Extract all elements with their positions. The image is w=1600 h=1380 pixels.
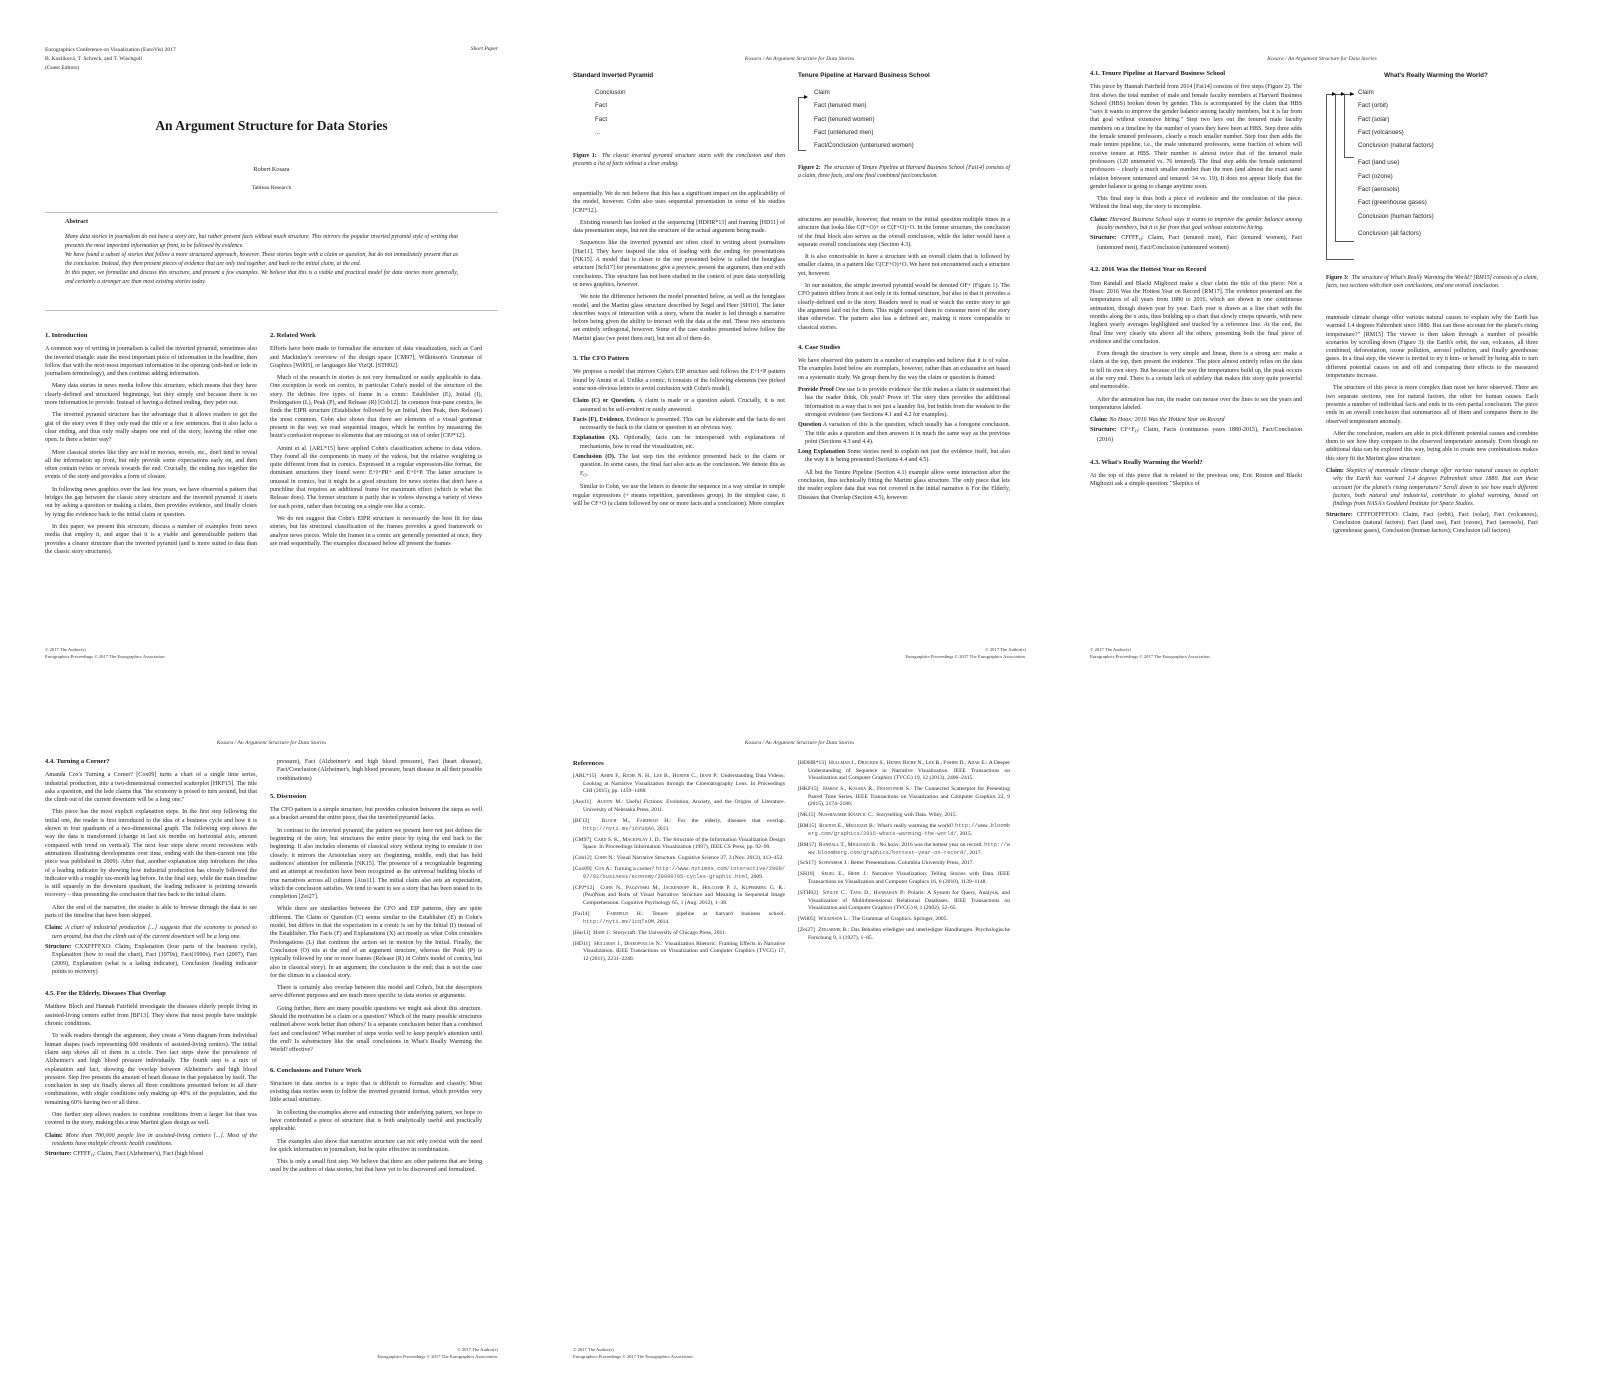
ref-text: Better Presentations. Columbia University Press, 2017. xyxy=(850,860,974,867)
structure-code: CFFFF xyxy=(1121,235,1139,242)
section-heading: 3. The CFO Pattern xyxy=(573,355,629,363)
ref-key: [CM97] xyxy=(573,836,592,843)
running-head: Kosara / An Argument Structure for Data Stories xyxy=(1267,56,1377,62)
figure-title: What's Really Warming the World? xyxy=(1384,72,1488,79)
arrow-icon xyxy=(1350,92,1354,96)
figure-1 xyxy=(573,72,785,139)
ref-key: [Zei27] xyxy=(798,927,815,934)
definition: Evidence is presented. This can be elaborate and the facts do not necessarily tie back to the claim or question in an obvious way. xyxy=(580,416,786,432)
ref-key: [ARL*15] xyxy=(573,773,597,780)
paragraph: This final step is thus both a piece of evidence and the conclusion of the piece. Without the final step, the story is incomplete. xyxy=(1090,196,1302,211)
definition-claim xyxy=(573,397,785,414)
reference-item xyxy=(573,930,785,938)
paragraph: The inverted pyramid structure has the advantage that it allows readers to get the gist of the story even if they only read the title or a few sentences. But it also lacks a clear ending, and thus only really shapes one end of the story, leaving the other one open. Is there a better way? xyxy=(45,412,257,444)
paragraph: This piece has the most explicit explanation steps. In the first step following the initial one, the reader is first introduced to the idea of a business cycle and how it is shown in four quadrants of a two-dimensional graph. The following step shows the way the data is transformed (change in last six months on horizontal axis, amount compared with trend on vertical). The next four steps show recent recessions with animations illustrating developments over time, ending with the then-current one (the piece was published in 2009). After that, another explanation step introduces the idea of a leading indicator by showing how industrial production has closely followed the indicator with a roughly six-month lag before. In the final step, while the main timeline is still squarely in the downturn quadrant, the leading indicator is pointing towards recovery – thus presenting the conclusion that ties back to the initial claim. xyxy=(45,809,257,899)
reference-item xyxy=(573,799,785,814)
paragraph: It is also conceivable to have a structure with an overall claim that is followed by smaller claims, in a pattern like C(CF+O)+O. We have not encountered such a structure yet, however. xyxy=(798,254,1010,277)
ref-text: The Connected Scatterplot for Presenting Paired Time Series. IEEE Transactions on Visualization and Computer Graphics 22, 9 (2015), 2174–2186. xyxy=(808,786,1010,808)
claim-text: Skeptics of manmade climate change offer various natural causes to explain why the Earth has warmed 1.4 degrees Fahrenheit since 1880. But can these account for the planet's rising temperature? Scroll down to see how much different factors, both natural and industrial, contribute to global warming, based on findings from NASA's Goddard Institute for Space Studies. xyxy=(1333,468,1538,508)
paragraph: Structure in data stories is a topic that is difficult to formalize and classify. Most existing data stories seem to follow the inverted pyramid format, which provides very little actual structure. xyxy=(270,1080,482,1104)
ref-key: [Wil05] xyxy=(798,916,816,923)
divider xyxy=(45,310,498,311)
structure-code: CFFFF xyxy=(73,1151,91,1158)
arrow-icon xyxy=(1341,92,1345,96)
paragraph: Sequences like the inverted pyramid are often cited in writing about journalism [Har11]. They have inspired the idea of leading with the ending for presentations [NK15]. A model that is closer to the one presented below is called the hourglass structure [Sch17] for presentations: give a preview, present the argument, then end with conclusions. This structure has not been studied in the context of pure data storytelling or news graphics, however. xyxy=(573,240,785,288)
ref-key: [Cox09] xyxy=(573,866,592,873)
ref-key: [BF13] xyxy=(573,818,590,825)
subscript: O xyxy=(1138,236,1142,242)
paragraph: Much of the research in stories is not very formalized or easily applicable to data. One exception is work on comics, in particular Cohn's model of the structure of the story. He defines five types of frame in a comic: Establisher (E), Initial (I), Prolongation (L), Peak (P), and Release (R) [Coh12]. In common four-pane comics, he finds the EIPR structure (Establisher followed by an Initial, then Peak, then Release) the most common. Cohn also shows that there are elements of a visual grammar present in the way we read sequential images, which he verifies by measuring the brain's confusion response to elements that are missing or out of order [CPJ*12]. xyxy=(270,375,482,440)
reference-item xyxy=(573,941,785,964)
figure-item: Fact (aerosols) xyxy=(1358,186,1400,194)
section-heading: 4.1. Tenure Pipeline at Harvard Business School xyxy=(1090,70,1226,77)
paragraph: One further step allows readers to combine conditions from a larger list than was covered in the story, making this a true Martini glass design as well. xyxy=(45,1111,257,1127)
column-left xyxy=(1090,70,1302,492)
paper-title: An Argument Structure for Data Stories xyxy=(155,118,388,133)
structure xyxy=(45,943,257,976)
ref-authors: Stolte C., Tang D., Hanrahan P.: xyxy=(822,890,906,897)
reference-item xyxy=(798,823,1010,838)
term: Claim (C) or Question. xyxy=(573,398,636,405)
definition: The last step ties the evidence presented back to the claim or question. In some cases, the final fact also acts as the conclusion. We denote this as F xyxy=(580,454,785,477)
page-4 xyxy=(0,720,520,1380)
author: Robert Kosara xyxy=(253,166,290,173)
claim-text: Harvard Business School says it wants to improve the gender balance among faculty members, but it is far from that goal without extensive hiring. xyxy=(1097,216,1302,232)
claim-text: More than 700,000 people live in assisted-living centers [...]. Most of the residents have multiple chronic health conditions. xyxy=(52,1132,257,1147)
ref-authors: Schwabish J.: xyxy=(818,860,850,867)
paragraph: Existing research has looked at the sequencing [HDHR*13] and framing [HD11] of data presentation steps, but not the structure of the actual argument being made. xyxy=(573,219,785,235)
paragraph: After the end of the narrative, the reader is able to browse through the data to see parts of the timeline that have been skipped. xyxy=(45,904,257,920)
ref-authors: Haroz S., Kosara R., Franconeri S.: xyxy=(823,786,912,793)
caption-label: Figure 2: xyxy=(798,165,821,171)
ref-authors: Cohn N., Paczynski M., Jackendoff R., Holcomb P. J., Kuperberg G. R.: xyxy=(600,884,786,891)
section-heading: 5. Discussion xyxy=(270,792,307,800)
paragraph: After the conclusion, readers are able to pick different potential causes and combine them to see how they compare to the observed temperature anomaly. Even though no additional data can be explored this way, being able to create new combinations makes this story fit the Martini glass structure. xyxy=(1326,430,1538,462)
reference-item xyxy=(798,786,1010,809)
ref-year: , 2015. xyxy=(956,830,973,837)
paragraph: At the top of this piece that is related to the previous one, Eric Roston and Blacki Migliozzi ask a simple question: "Skeptics of xyxy=(1090,472,1302,488)
ref-year: , 2014. xyxy=(654,918,670,925)
ref-url-link[interactable]: http://www.bloomberg.com/graphics/2015-whats-warming-the-world/ xyxy=(808,823,1010,837)
figure-2 xyxy=(798,72,1010,152)
ref-key: [SH10] xyxy=(798,871,815,878)
abstract-heading: Abstract xyxy=(65,218,89,225)
abstract-paragraph: Many data stories in journalism do not have a story arc, but rather present facts without much structure. This mirrors the popular inverted pyramid style of writing that presents the most important information up front, to be followed by evidence. xyxy=(65,234,458,249)
abstract-paragraph: We have found a subset of stories that follow a more structured approach, however. These stories begin with a claim or question, but do not immediately present that as the conclusion. Instead, they then present pieces of evidence that are only tied together, and back to the initial claim, at the end. xyxy=(65,252,458,267)
paragraph: Amanda Cox's Turning a Corner? [Cox09] turns a chart of a single time series, industrial production, into a two-dimensional connected scatterplot [HKF15]. The title asks a question, and the lede claims that "the economy is poised to turn around, but that the climb out of the current downturn will be a long one." xyxy=(45,772,257,804)
paragraph: structures are possible, however, that return to the initial question multiple times in a structure that looks like C(F+O)+ or C(F+O)+O. In the former structure, the conclusion of the final block also serves as the overall conclusion, while the latter would have a separate overall conclusions step (Section 4.3). xyxy=(798,217,1010,248)
caption-text: The structure of Tenure Pipeline at Harvard Business School [Fai14] consists of a claim, three facts, and one final combined fact/conclusion. xyxy=(798,165,1011,180)
paragraph: We note the difference between the model presented below, as well as the hourglass model, and the Martini glass structure described by Segel and Heer [SH10]. The latter describes ways of interaction with a story, where the reader is led through a narrative before being given the ability to interact with the data at the end. These two structures are entirely orthogonal, however. Some of the case studies presented below follow the Martini glass (we point them out), but not all of them do. xyxy=(573,294,785,342)
ref-authors: Austin M.: xyxy=(596,799,624,806)
reference-item xyxy=(573,885,785,908)
references-left xyxy=(573,760,785,967)
ref-authors: Fairfield H.: xyxy=(606,910,644,917)
figure-title: Standard Inverted Pyramid xyxy=(573,72,654,79)
reference-item xyxy=(573,911,785,926)
claim-text: No Hoax: 2016 Was the Hottest Year on Record xyxy=(1109,417,1225,424)
figure-item: Claim xyxy=(1358,89,1374,96)
column-left xyxy=(45,758,257,1162)
ref-text: For the elderly, diseases that overlap. xyxy=(677,818,785,825)
affiliation: Tableau Research xyxy=(251,185,292,191)
caption-text: The classic inverted pyramid structure starts with the conclusion and then presents a list of facts without a clear ending. xyxy=(573,153,785,168)
figure-item: Claim xyxy=(814,89,830,96)
paragraph: In following news graphics over the last few years, we have observed a pattern that bridges the gap between the classic story structure and the inverted pyramid: it starts out by asking a question or making a claim, then provides evidence, and finally closes by tying the evidence back to the initial claim or question. xyxy=(45,486,257,518)
column-right xyxy=(1326,314,1538,537)
reference-item xyxy=(573,837,785,852)
running-head: Kosara / An Argument Structure for Data Stories xyxy=(216,740,327,746)
paragraph: After the animation has run, the reader can mouse over the lines to see the years and temperatures labeled. xyxy=(1090,396,1302,411)
definition: Some stories need to explain not just the evidence itself, but also the way it is being presented (Sections 4.4 and 4.5). xyxy=(805,449,1011,464)
copyright: © 2017 The Author(s) xyxy=(457,1347,498,1352)
definition: Optionally, facts can be interspersed with explanations of mechanisms, how to read the visualization, etc. xyxy=(580,435,785,450)
figure-item: Fact/Conclusion (untenured women) xyxy=(814,142,914,150)
ref-key: [STH02] xyxy=(798,890,818,897)
paragraph: Even though the structure is very simple and linear, there is a strong arc: make a claim at the top, then present the evidence. The piece almost entirely relies on the data to tell its own story. But because of the way the temperatures build up, the peak occurs at the very end. There is a certain lack of subtlety that makes this story quite powerful and memorable. xyxy=(1090,351,1302,391)
page-footer xyxy=(45,646,166,660)
ref-url-link[interactable]: http://www.bloomberg.com/graphics/hottest-year-on-record/ xyxy=(808,841,1011,856)
term: Facts (F), Evidence. xyxy=(573,416,625,423)
reference-item xyxy=(798,760,1010,783)
figure-item: Conclusion (natural factors) xyxy=(1358,142,1434,150)
figure-item: Fact (greenhouse gases) xyxy=(1358,199,1427,207)
section-heading: 6. Conclusions and Future Work xyxy=(270,1066,362,1074)
structure-label: Structure: xyxy=(1090,427,1117,434)
structure-text: : Claim, Fact (tenured men), Fact (tenured women), Fact (untenured men), Fact/Conclusion (untenured women) xyxy=(1097,235,1302,252)
subscript: O xyxy=(583,472,587,478)
ref-authors: Hullman J., Diakopoulos N.: xyxy=(594,940,663,947)
arrow-icon xyxy=(804,95,808,99)
paragraph: The structure of this piece is more complex than most we have observed. There are two separate sections, one for natural factors, the other for human causes. Each presents a number of individual facts and ends in its own partial conclusion. The piece ends in an overall conclusion that summarizes all of them and compares them to the observed temperature anomaly. xyxy=(1326,385,1538,425)
ref-key: [CPJ*12] xyxy=(573,884,595,891)
conference-header xyxy=(45,46,176,73)
ref-text: (Pea)Nuts and Bolts of Visual Narrative: Structure and Meaning in Sequential Image Comprehension. Cognitive Psychology 65, 1 (Aug. 2012), 1–38. xyxy=(583,892,785,906)
figure-title: Tenure Pipeline at Harvard Business School xyxy=(798,72,930,79)
claim-label: Claim: xyxy=(1326,468,1344,475)
structure-label: Structure: xyxy=(1326,511,1353,518)
term: Long Explanation xyxy=(798,449,846,456)
structure-label: Structure: xyxy=(45,943,72,950)
structure-text: : Claim, Facts (continuous years 1880-2015), Fact/Conclusion (2016) xyxy=(1097,427,1303,444)
paragraph: To walk readers through the argument, they create a Venn diagram from individual human shapes (each representing 600 residents of assisted-living centers). The initial claim step shows all of them in a circle. Two fact steps show the prevalence of Alzheimer's and high blood pressure individually. The fourth step is a mix of explanation and fact, showing the overlap between Alzheimer's and high blood pressure. Step five presents the amount of heart disease in that population by itself. The conclusion in step six finally shows all three conditions presented before in all their combinations, with single conditions only making up 40% of the population, and the remaining 60% having two or all three. xyxy=(45,1033,257,1106)
ref-text: Tenure pipeline at harvard business school. xyxy=(652,910,785,917)
ref-url-link[interactable]: http://nyti.ms/16YUqAo xyxy=(583,825,655,832)
ref-authors: Roston E., Migliozzi B.: xyxy=(819,823,876,830)
definition: A variation of this is the question, which usually has a foregone conclusion. The title asks a question and then answers it in much the same way as the previous point (Sections 4.3 and 4.4). xyxy=(805,422,1010,445)
ref-key: [HD11] xyxy=(573,940,591,947)
copyright: © 2017 The Author(s) xyxy=(573,1347,614,1352)
figure-1-caption xyxy=(573,152,785,169)
ref-authors: Hart J.: xyxy=(593,929,612,936)
section-heading: 4.3. What's Really Warming the World? xyxy=(1090,458,1203,466)
claim-label: Claim: xyxy=(45,925,63,932)
editors-note: (Guest Editors) xyxy=(45,65,80,71)
figure-item: Fact (tenured women) xyxy=(814,115,875,123)
paragraph: This piece by Hannah Fairfield from 2014 [Fai14] consists of five steps (Figure 2). The first shows the total number of male and female faculty members at Harvard Business School (HBS) broken down by gender. This is accompanied by the claim that HBS "says it wants to improve the gender balance among faculty members, but it is far from that goal without extensive hiring." Step two lays out the tenured male faculty members on a timeline by the number of years they have been at HBS. Step three adds the female tenured professors, clearly a much smaller number. Step four then adds the male tenure pipeline, i.e., the male untenured professors, some fraction of whom will receive tenure at HBS. Their number is almost twice that of the tenured male professors (120 untenured vs. 76 tenured). The final step adds the female untenured professors – clearly a much smaller number than the men (and almost the exact same relation between untenured and tenured: 34 vs. 19). It does not appear likely that the gender balance is going to change anytime soon. xyxy=(1090,84,1302,190)
definition-question xyxy=(798,421,1010,446)
figure-item: Conclusion (human factors) xyxy=(1358,212,1434,220)
ref-key: [Aus11] xyxy=(573,799,592,806)
ref-key: [RM17] xyxy=(798,841,817,848)
natural-bracket xyxy=(1344,94,1354,158)
page-3 xyxy=(1056,20,1576,680)
structure-label: Structure: xyxy=(1090,235,1117,242)
paragraph: While there are similarities between the CFO and EIP patterns, they are quite different. The Claim or Question (C) seems similar to the Establisher (E) in Cohn's model, but differs in that the expectation in a comic is set by the Initial (I) instead of the Establisher. The Facts (F) and Explanations (X) act mostly as what Cohn considers Prolongations (L) that continue the action set in motion by the Initial. Finally, the Conclusion (O) sits at the end of an argument structure, whereas the Peak (P) is typically followed by one or more frames (Release (R) in Cohn's model of comics, but also in classical story). In an argument, the conclusion is the end; that is not the case for the climax in a classical story. xyxy=(270,906,482,979)
reference-item xyxy=(798,890,1010,913)
claim-label: Claim: xyxy=(45,1132,63,1139)
paragraph: More classical stories like they are told in movies, novels, etc., don't tend to reveal all the information up front, but only provide some expectations early on, and then often contain twists or reveals towards the end. Crucially, the ending ties together the events of the story and provides a form of closure. xyxy=(45,449,257,481)
ref-authors: Wilkinson L.: xyxy=(818,916,851,923)
caption-label: Figure 1: xyxy=(573,153,597,159)
ref-key: [RM15] xyxy=(798,823,817,830)
definition: A claim is made or a question asked. Crucially, it is not assumed to be self-evident or easily answered. xyxy=(580,398,785,413)
structure xyxy=(1326,511,1538,536)
reference-item xyxy=(798,812,1010,820)
ref-key: [Har11] xyxy=(573,929,591,936)
conference-name: Eurographics Conference on Visualization (EuroVis) 2017 xyxy=(45,47,176,53)
section-heading: 2. Related Work xyxy=(270,332,316,339)
reference-item xyxy=(573,818,785,833)
reference-item xyxy=(798,916,1010,924)
ref-text: Polaris: A System for Query, Analysis, and Visualization of Multidimensional Relational Databases. IEEE Transactions on Visualization and Computer Graphics (TVCG) 8, 1 (2002), 52–65. xyxy=(808,890,1010,912)
definition-explanation xyxy=(573,434,785,451)
claim xyxy=(1090,416,1302,424)
ref-year: , 2009. xyxy=(747,873,764,880)
figure-item: Fact (tenured men) xyxy=(814,102,867,110)
definition-facts xyxy=(573,416,785,433)
copyright-association: Eurographics Proceedings © 2017 The Eurographics Association. xyxy=(1090,654,1211,659)
claim-text: A chart of industrial production [...] suggests that the economy is poised to turn around, but that the climb out of the current downturn will be a long one. xyxy=(52,925,257,940)
ref-authors: Amini F., Riche N. H., Lee B., Hurter C., Irani P.: xyxy=(600,773,719,780)
paragraph: There is certainly also overlap between this model and Cohn's, but the descriptors serve different purposes and are much more specific to data stories or arguments. xyxy=(270,985,482,1000)
paragraph: We have observed this pattern in a number of examples and believe that it is of value. The examples listed below are exemplars, however, rather than an exhaustive set based on a systematic study. We group them by the way the claim or question is framed: xyxy=(798,358,1010,381)
references-right xyxy=(798,760,1010,946)
caption-text: The structure of What's Really Warming the World? [RM15] consists of a claim, facts, two sections with their own conclusions, and one overall conclusion. xyxy=(1326,275,1539,290)
abstract-paragraph: In this paper, we formalize and discuss this structure, and present a few examples. We believe that this is a viable and practical model for data stories more generally, and certainly a stronger arc than most existing stories today. xyxy=(65,270,458,285)
column-right xyxy=(270,758,482,1179)
ref-key: [Fai14] xyxy=(573,910,590,917)
ref-key: [Coh12] xyxy=(573,855,592,862)
claim xyxy=(1090,216,1302,233)
ref-key: [HKF15] xyxy=(798,786,819,793)
ref-authors: Bloch M., Fairfield H.: xyxy=(601,818,672,825)
page-1 xyxy=(0,20,520,680)
reference-item xyxy=(573,855,785,863)
structure-text: CFFFOFFFFOO: Claim, Fact (orbit), Fact (solar), Fact (volcanoes), Conclusion (natural factors); Fact (land use), Fact (ozone), Fact (aerosols), Fact (greenhouse gases), Conclusion (human factors); Conclusion (all factors) xyxy=(1333,511,1538,535)
paragraph: In our notation, the simple inverted pyramid would be denoted OF+ (Figure 1). The CFO pattern differs from it not only in its formal structure, but also in that it provides a clearly-defined end to the story. Readers need to read or watch the entire story to get the argument laid out for them. This might compel them to consume more of the story than otherwise. The pattern also has a defined arc, making it more comparable to classical stories. xyxy=(798,283,1010,331)
ref-text: Narrative Visualization: Telling Stories with Data. IEEE Transactions on Visualization and Computer Graphics 16, 6 (2010), 1139–1148. xyxy=(808,871,1011,886)
ref-authors: Zeigarnik B.: xyxy=(818,927,850,934)
definition-conclusion xyxy=(573,453,785,479)
paragraph: In contrast to the inverted pyramid, the pattern we present here not just defines the beginning of the story, but structures the entire piece by tying the end back to the beginning. It also includes elements of classical story without trying to emulate it too closely: it mirrors the Aristotelian story arc (beginning, middle, end) that has held audiences' attention for millennia [NK15]. The presence of a recognizable beginning and an attempt at resolution have been recognized as the universal building blocks of true narratives across all cultures [Aus11]. The initial claim also sets an expectation, which the conclusion satisfies. We tend to want to see a story that has been teased to its completion [Zei27]. xyxy=(270,827,482,901)
ref-authors: Hullman J., Drucker S., Henry Riche N., Lee B., Fisher D., Adar E.: xyxy=(828,760,988,766)
page-footer xyxy=(573,1346,694,1360)
divider xyxy=(45,212,498,213)
page-footer xyxy=(905,646,1026,660)
ref-text: Understanding Data Videos: Looking at Narrative Visualization through the Cinematography Lens. In Proceedings CHI (2015), pp. 1459–1468. xyxy=(583,773,785,795)
figure-3-caption xyxy=(1326,274,1538,291)
paragraph: Going further, there are many possible questions we might ask about this structure. Should the motivation be a claim or a question? Which of the many possible structures outlined above work better than others? Is a separate conclusion better than a combined fact and conclusion? What number of steps works well to keep people's attention until the end? Is substructure like the small conclusions in What's Really Warming the World? effective? xyxy=(270,1005,482,1054)
copyright-association: Eurographics Proceedings © 2017 The Eurographics Association. xyxy=(45,654,166,659)
page-footer xyxy=(1090,646,1211,660)
reference-item xyxy=(573,773,785,796)
ref-key: [NK15] xyxy=(798,812,816,819)
column-right xyxy=(798,216,1010,506)
column-right xyxy=(270,332,482,552)
reference-item xyxy=(798,842,1010,857)
structure-text: : Claim, Fact (Alzheimer's), Fact (high blood xyxy=(94,1151,203,1158)
paragraph: All but the Tenure Pipeline (Section 4.1) example allow some interaction after the conclusion, thus technically fitting the Martini glass structure. The only piece that lets the reader explore data that was not covered in the initial narrative is For the Elderly, Diseases that Overlap (Section 4.5), however. xyxy=(798,469,1010,501)
copyright: © 2017 The Author(s) xyxy=(985,647,1026,652)
definition-long-explanation xyxy=(798,448,1010,465)
paragraph: sequentially. We do not believe that this has a significant impact on the applicability of the model, however. Cohn also uses sequential presentation in some of his studies [CPJ*12]. xyxy=(573,191,785,214)
ref-text: Visual Narrative Structure. Cognitive Science 37, 3 (Nov. 2012), 413–452. xyxy=(616,855,784,862)
paragraph: Many data stories in news media follow this structure, which means that they have clearly-defined and structured beginnings, but they simply end because there is no more information to provide. Instead of having a defined ending, they peter out. xyxy=(45,383,257,407)
section-heading: 4.2. 2016 Was the Hottest Year on Record xyxy=(1090,266,1207,274)
figure-3 xyxy=(1326,72,1546,240)
page-5 xyxy=(528,720,1048,1380)
figure-item: Fact (land use) xyxy=(1358,159,1400,167)
figure-item: Fact (solar) xyxy=(1358,115,1390,123)
paragraph: manmade climate change offer various natural causes to explain why the Earth has warmed 1.4 degrees Fahrenheit since 1880. But can these account for the planet's rising temperature?" [RM15] The viewer is then taken through a number of possible scenarios by scrolling down (Figure 3): the Earth's orbit, the sun, volcanos, all three combined, deforestation, ozone pollution, aerosol pollution, and finally greenhouse gases. In a final step, the viewer is invited to try it him- or herself by being able to turn different potential causes on and off and comparing their effects to the measured temperature increase. xyxy=(1326,315,1538,380)
paragraph: Tom Randall and Blacki Migliozzi make a clear claim the title of this piece: Not a Hoax: 2016 Was the Hottest Year on Record [RM17]. The evidence presented are the temperatures of all years from 1880 to 2016, which are shown in one continuous animation, though drawn year by year. Each year is drawn as a line chart with the months along the x axis, thus building up a chart that slowly creeps upwards, with new highest yearly averages highlighted and tracked by a reference line. At the end, the final line very clearly sits above all the others, presenting both the final piece of evidence and the conclusion. xyxy=(1090,280,1302,345)
claim xyxy=(45,1132,257,1149)
abstract xyxy=(65,218,458,287)
editors: B. Kozlíková, T. Schreck, and T. Wischgoll xyxy=(45,56,142,62)
subscript: O xyxy=(90,1152,95,1158)
paragraph: Similar to Cohn, we use the letters to denote the sequence in a way similar to simple regular expressions (+ means repetition, parentheses group). In the simplest case, it will be CF+O (a claim followed by one or more facts and a conclusion). More complex xyxy=(573,484,785,507)
paragraph: We propose a model that mirrors Cohn's EIP structure and follows the E+I+P pattern found by Amini et al. Unlike a comic, it consists of the following elements (we picked some non-obvious letters to avoid confusion with Cohn's model). xyxy=(573,369,785,392)
page-2 xyxy=(528,20,1048,680)
paper-type: Short Paper xyxy=(470,46,498,52)
figure-item: Fact (orbit) xyxy=(1358,102,1388,110)
term: Conclusion (O). xyxy=(573,454,616,461)
structure xyxy=(1090,426,1302,444)
loop-bracket xyxy=(798,97,806,151)
paragraph: The examples also show that narrative structure can not only coexist with the need for quick information in journalism, but be quite effective in combination. xyxy=(270,1138,482,1153)
subscript: O xyxy=(1134,428,1138,434)
ref-authors: Nussbaumer Knaflic C.: xyxy=(818,812,875,819)
figure-item: Fact (untenured men) xyxy=(814,128,874,136)
figure-item: Fact xyxy=(595,102,608,110)
claim xyxy=(1326,467,1538,508)
figure-item: Conclusion (all factors) xyxy=(1358,229,1421,237)
ref-text: A Deeper Understanding of Sequence in Narrative Visualization. IEEE Transactions on Visualization and Computer Graphics (TVCG) 19, 12 (2013), 2406–2415. xyxy=(808,760,1010,782)
paragraph: In collecting the examples above and extracting their underlying pattern, we hope to have contributed a piece of structure that is both analytically useful and practically applicable. xyxy=(270,1109,482,1133)
ref-text: Visualization Rhetoric: Framing Effects in Narrative Visualization. IEEE Transactions on Visualization and Computer Graphics (TVCG) 17, 12 (2011), 2231–2240. xyxy=(583,940,785,962)
section-heading: 4. Case Studies xyxy=(798,343,841,351)
definition-provide-proof xyxy=(798,386,1010,419)
paragraph: Efforts have been made to formalize the structure of data visualization, such as Card and Mackinlay's overview of the design space [CM97], Wilkinson's Grammar of Graphics [Wil05], or languages like VizQL [STH02]. xyxy=(270,346,482,369)
figure-2-caption xyxy=(798,164,1010,181)
figure-item: Fact (ozone) xyxy=(1358,172,1393,180)
copyright-association: Eurographics Proceedings © 2017 The Eurographics Association. xyxy=(573,1354,694,1359)
paragraph: This is only a small first step. We believe that there are other patterns that are being used by the authors of data stories, but that have yet to be discovered and formalized. xyxy=(270,1159,482,1174)
ref-key: [HDHR*13] xyxy=(798,760,826,766)
ref-text: No hoax: 2016 was the hottest year on record. xyxy=(879,841,983,848)
references-heading: References xyxy=(573,760,604,767)
claim-label: Claim: xyxy=(1090,417,1108,424)
structure-label: Structure: xyxy=(45,1151,72,1158)
ref-authors: Segel E., Heer J.: xyxy=(821,871,869,878)
paragraph: Amini et al. [ARL*15] have applied Cohn's classification scheme to data videos. They found all the components in many of the videos, but the relative weighting is quite different from that in comics. Expressed in a regular expression-like format, the dominant structures they found were: E+I+PR+ and E+I+P. The latter structure is unusual in comics, but it might be a good structure for news stories that don't have a punchline that requires an additional frame for maximum effect (which is what the Release does). The former structure is partly due to videos showing a variety of views for each point, rather than focusing on a single one like a comic. xyxy=(270,445,482,510)
section-heading: 4.5. For the Elderly, Diseases That Overlap xyxy=(45,990,166,998)
ref-url-link[interactable]: http://www.nytimes.com/interactive/2009/07/02/business/economy/20090705-cycles-graphic.html xyxy=(583,866,786,880)
page-footer xyxy=(377,1346,498,1360)
definition: One use is to provide evidence: the title makes a claim or statement that has the reader think, Oh yeah? Prove it! The story then provides the additional information in a way that is not just a laundry list, but builds from the weakest to the strongest evidence (see Sections 4.1 and 4.2 for examples). xyxy=(805,387,1010,418)
ref-authors: Randall T., Migliozzi B.: xyxy=(818,841,878,848)
ref-url-link[interactable]: http://nyti.ms/1cqTsOM xyxy=(583,918,655,925)
figure-item: Fact (volcanoes) xyxy=(1358,128,1404,136)
structure xyxy=(45,1150,257,1160)
copyright: © 2017 The Author(s) xyxy=(1090,647,1131,652)
ref-text: Das Behalten erledigter und unerledigter Handlungen. Psychologische Forschung 9, 1 (1927), 1–85. xyxy=(808,927,1010,941)
running-head: Kosara / An Argument Structure for Data Stories xyxy=(744,56,855,62)
ref-text: Storytelling with Data. Wiley, 2015. xyxy=(876,812,957,819)
figure-item: ... xyxy=(595,128,601,136)
ref-text: The Grammar of Graphics. Springer, 2005. xyxy=(851,916,948,923)
reference-item xyxy=(798,927,1010,942)
paragraph: We do not suggest that Cohn's EIPR structure is necessarily the best fit for data stories, but his structural classification of the frames provides a good framework to analyze news pieces. While the frames in a comic are generally presented at once, they are read sequentially. The examples discussed below all present the frames xyxy=(270,515,482,547)
ref-text: Turning a corner? xyxy=(613,866,655,873)
copyright-association: Eurographics Proceedings © 2017 The Eurographics Association. xyxy=(377,1354,498,1359)
ref-text: The Structure of the Information Visualization Design Space. In Proceedings Information Visualization (1997), IEEE CS Press, pp. 92–99. xyxy=(583,836,785,851)
paragraph: In this paper, we present this structure, discuss a number of examples from news media that employ it, and argue that it is a viable and generalizable pattern that provides a clearer structure than the inverted pyramid (and is more suited to data than the classic story structures). xyxy=(45,523,257,555)
figure-item: Conclusion xyxy=(595,89,626,96)
figure-item: Fact xyxy=(595,115,608,123)
paragraph: Matthew Bloch and Hannah Fairfield investigate the diseases elderly people living in assisted-living centers suffer from [BF13]. They show that most people have multiple chronic conditions. xyxy=(45,1004,257,1028)
ref-year: , 2013. xyxy=(654,825,670,832)
reference-item xyxy=(573,866,785,881)
ref-authors: Card S. K., Mackinlay J. D.: xyxy=(594,836,662,843)
arrow-icon xyxy=(1332,92,1336,96)
claim-label: Claim: xyxy=(1090,216,1108,223)
ref-text: Storycraft. The University of Chicago Press, 2011. xyxy=(613,929,727,936)
section-heading: 1. Introduction xyxy=(45,332,88,339)
reference-item xyxy=(798,860,1010,868)
column-left xyxy=(45,332,257,560)
structure-continued: pressure), Fact (Alzheimer's and high blood pressure), Fact (heart disease), Fact/Conclusion (Alzheimer's, high blood pressure, heart disease in all their possible combinations) xyxy=(277,759,482,782)
structure-text: CXXFFFFXO: Claim, Explanation (four parts of the business cycle), Explanation (how to read the chart), Fact (1970s), Fact(1990s), Fact (2007), Fact (2009), Explanation (what is a lading indicator), Conclusion (leading indicator points to recovery) xyxy=(52,943,257,975)
paragraph: The CFO pattern is a simple structure, but provides cohesion between the steps as well as a bracket around the entire piece, that the inverted pyramid lacks. xyxy=(270,807,482,822)
ref-key: [Sch17] xyxy=(798,860,816,867)
structure xyxy=(1090,234,1302,252)
structure-code: CF+F xyxy=(1120,427,1135,434)
ref-authors: Cohn N.: xyxy=(594,855,616,862)
running-head: Kosara / An Argument Structure for Data Stories xyxy=(744,740,855,746)
claim xyxy=(45,924,257,941)
ref-text: What's really warming the world? xyxy=(877,823,954,830)
paragraph: A common way of writing in journalism is called the inverted pyramid, sometimes also the inverted triangle: state the most important piece of information in the headline, then follow that with the next-most important information in the opening (sub-hed or lede in journalism terminology), and then continue adding information. xyxy=(45,346,257,378)
ref-text: Useful Fictions: Evolution, Anxiety, and the Origins of Literature. University of Nebraska Press, 2011. xyxy=(583,799,785,814)
ref-authors: Cox A.: xyxy=(594,866,613,873)
term: Question xyxy=(798,422,822,429)
section-heading: 4.4. Turning a Corner? xyxy=(45,758,110,765)
punctuation: . xyxy=(586,470,589,477)
copyright-association: Eurographics Proceedings © 2017 The Eurographics Association. xyxy=(905,654,1026,659)
caption-label: Figure 3: xyxy=(1326,275,1349,281)
ref-year: , 2017. xyxy=(966,849,982,856)
term: Provide Proof xyxy=(798,387,834,394)
copyright: © 2017 The Author(s) xyxy=(45,647,86,652)
term: Explanation (X). xyxy=(573,435,620,442)
column-left xyxy=(573,190,785,512)
reference-item xyxy=(798,871,1010,886)
